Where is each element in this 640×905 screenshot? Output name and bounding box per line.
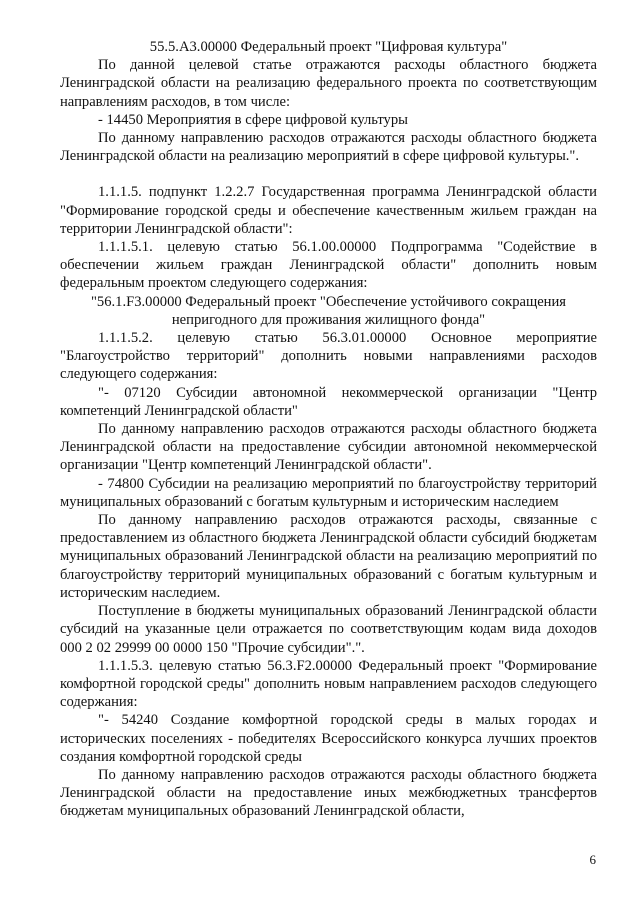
expense-item: - 14450 Мероприятия в сфере цифровой культуры bbox=[98, 111, 408, 128]
spacer bbox=[60, 165, 597, 183]
paragraph: 1.1.1.5.1. целевую статью 56.1.00.00000 Подпрограмма "Содействие в обеспечении жильем граждан Ленинградской области" дополнить новым федеральным проектом следующего содержания: bbox=[60, 239, 597, 292]
paragraph: По данному направлению расходов отражаются расходы, связанные с предоставлением из областного бюджета Ленинградской области субсидий бюджетам муниципальных образований Ленинградской области на реализацию мероприятий по благоустройству территорий муниципальных образований с богатым культурным и историческим наследием. bbox=[60, 512, 597, 601]
paragraph: По данному направлению расходов отражаются расходы областного бюджета Ленинградской области на предоставление иных межбюджетных трансфертов бюджетам муниципальных образований Ленинградской области, bbox=[60, 766, 597, 820]
expense-item: - 74800 Субсидии на реализацию мероприятий по благоустройству территорий муниципальных образований с богатым культурным и историческим наследием bbox=[60, 475, 597, 510]
paragraph: По данному направлению расходов отражаются расходы областного бюджета Ленинградской области на предоставление субсидии автономной некоммерческой организации "Центр компетенций Ленинградской области". bbox=[60, 421, 597, 474]
project-title: "56.1.F3.00000 Федеральный проект "Обеспечение устойчивого сокращения непригодного для проживания жилищного фонда" bbox=[90, 293, 567, 328]
expense-item: "- 07120 Субсидии автономной некоммерческой организации "Центр компетенций Ленинградской области" bbox=[60, 384, 597, 419]
paragraph: 1.1.1.5. подпункт 1.2.2.7 Государственная программа Ленинградской области "Формирование городской среды и обеспечение качественным жильем граждан на территории Ленинградской области": bbox=[60, 184, 597, 237]
section-heading: 55.5.А3.00000 Федеральный проект "Цифровая культура" bbox=[149, 39, 508, 55]
paragraph: 1.1.1.5.3. целевую статью 56.3.F2.00000 Федеральный проект "Формирование комфортной городской среды" дополнить новым направлением расходов следующего содержания: bbox=[60, 657, 597, 711]
expense-item: "- 54240 Создание комфортной городской среды в малых городах и исторических поселениях - победителях Всероссийского конкурса лучших проектов создания комфортной городской среды bbox=[60, 712, 597, 765]
paragraph: По данному направлению расходов отражаются расходы областного бюджета Ленинградской области на реализацию мероприятий в сфере цифровой культуры.". bbox=[60, 130, 597, 165]
paragraph: По данной целевой статье отражаются расходы областного бюджета Ленинградской области на реализацию федерального проекта по соответствующим направлениям расходов, в том числе: bbox=[60, 57, 597, 110]
paragraph: 1.1.1.5.2. целевую статью 56.3.01.00000 Основное мероприятие "Благоустройство территорий" дополнить новыми направлениями расходов следующего содержания: bbox=[60, 330, 597, 383]
page-number: 6 bbox=[589, 852, 596, 867]
document-body bbox=[60, 38, 597, 821]
paragraph: Поступление в бюджеты муниципальных образований Ленинградской области субсидий на указанные цели отражается по соответствующим кодам вида доходов 000 2 02 29999 00 0000 150 "Прочие субсидии".". bbox=[60, 603, 597, 656]
